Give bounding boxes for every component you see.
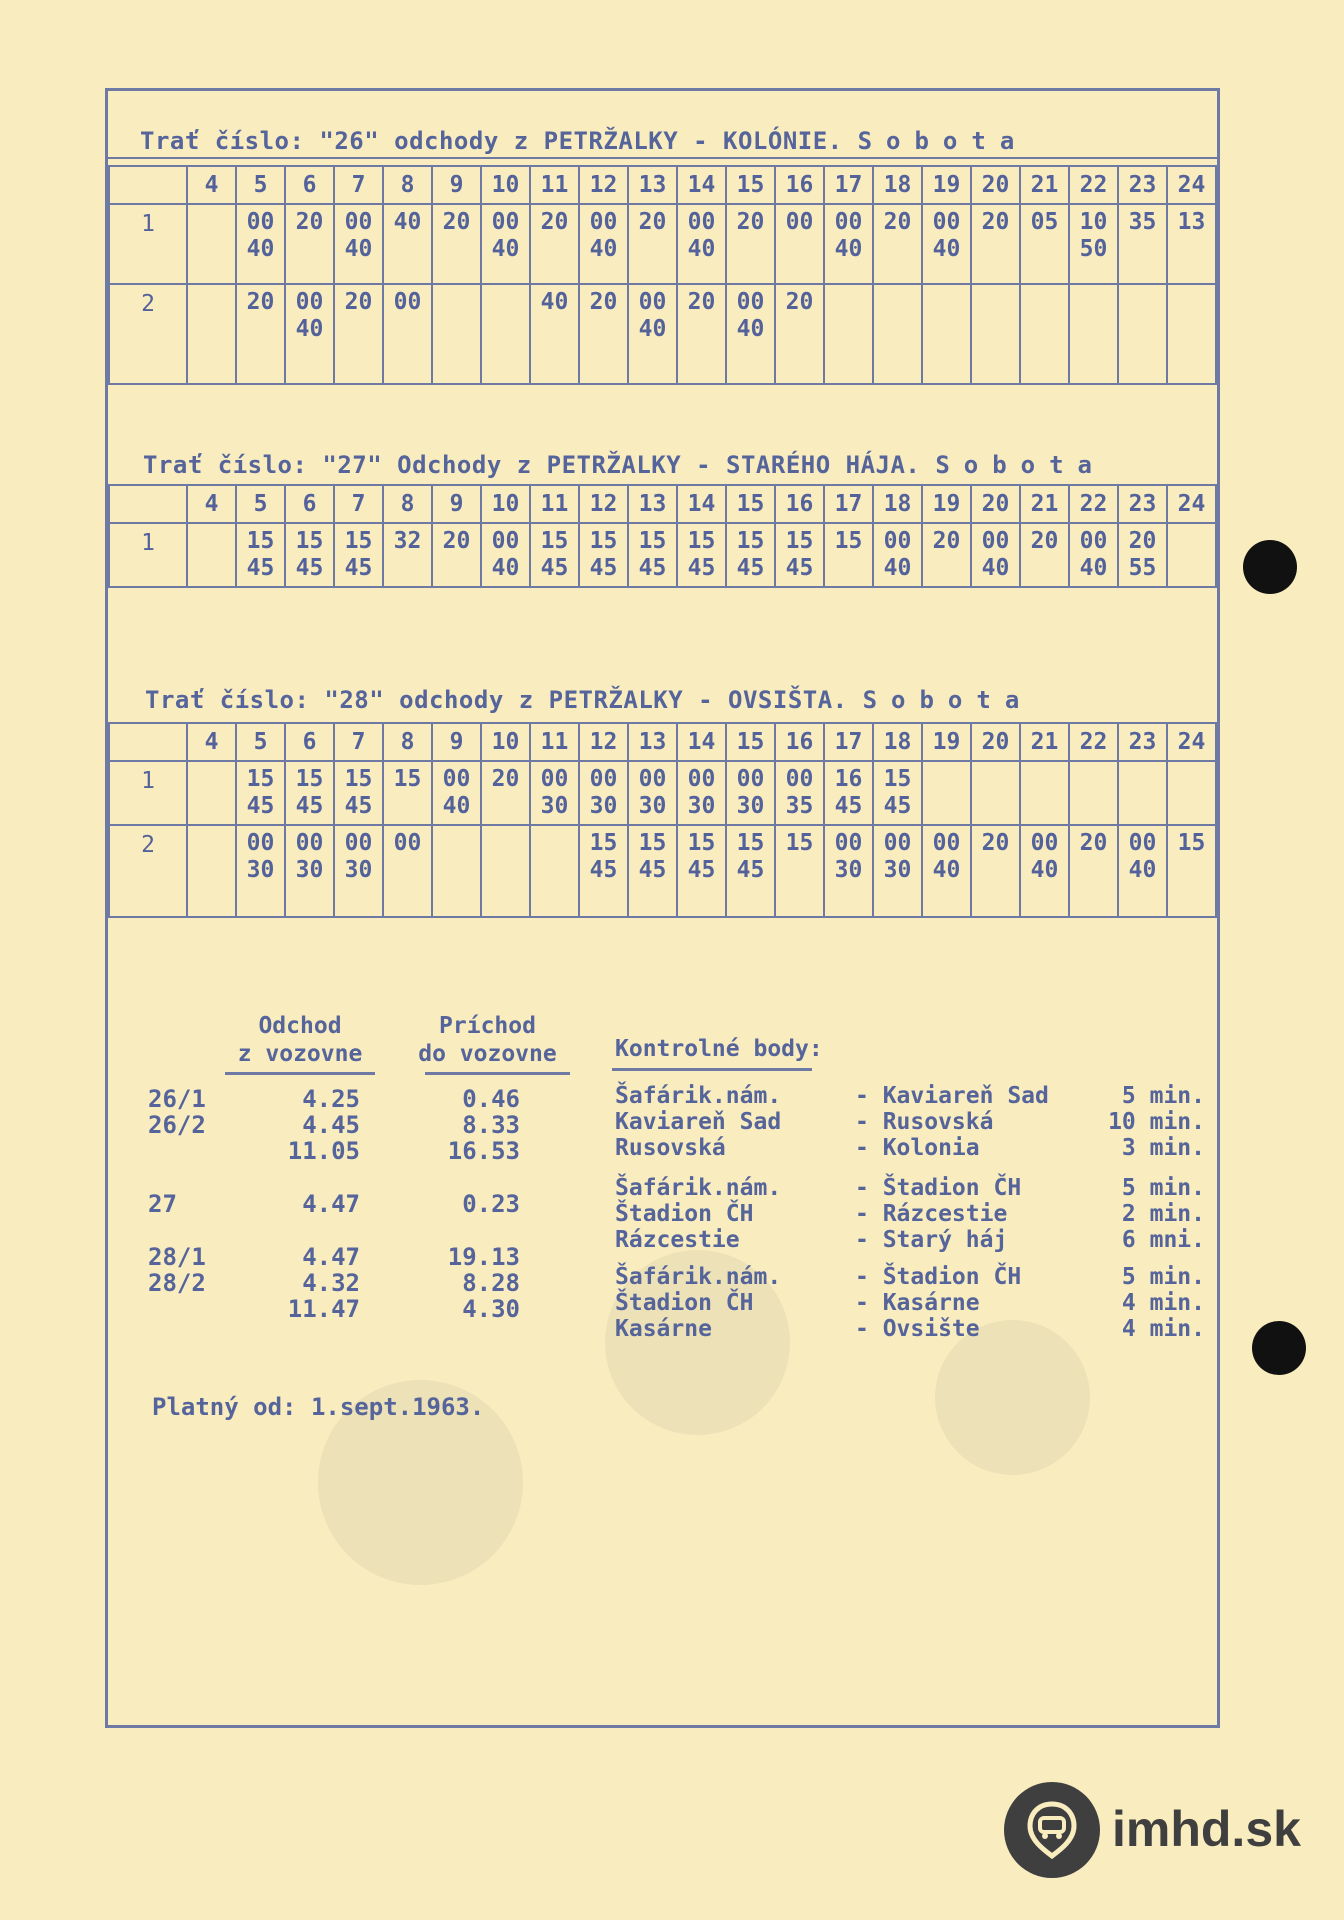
departure-cell: 20: [285, 204, 334, 284]
departure-cell: 15: [1167, 825, 1216, 917]
departure-cell: 20: [922, 523, 971, 587]
departure-cell: [873, 284, 922, 384]
departure-cell: 00 40: [922, 204, 971, 284]
hour-header: 24: [1167, 485, 1216, 523]
departure-cell: [1167, 761, 1216, 825]
checkpoint-to: - Rázcestie: [855, 1201, 1008, 1227]
bus-icon: [1004, 1782, 1100, 1878]
departure-cell: 20: [726, 204, 775, 284]
departure-cell: 20: [432, 204, 481, 284]
departure-cell: 00: [775, 204, 824, 284]
route-26-table: [108, 165, 1217, 385]
departure-time: 11.05: [287, 1137, 360, 1165]
hour-header: 19: [922, 485, 971, 523]
hour-header: 23: [1118, 485, 1167, 523]
arrival-time: 8.33: [462, 1111, 520, 1139]
checkpoint-from: Štadion ČH: [615, 1201, 754, 1227]
hour-header: 12: [579, 485, 628, 523]
departure-cell: [481, 825, 530, 917]
header-corner: [109, 723, 187, 761]
departure-cell: 20: [236, 284, 285, 384]
valid-from: Platný od: 1.sept.1963.: [152, 1393, 485, 1421]
departure-cell: 15 45: [236, 523, 285, 587]
checkpoint-to: - Štadion ČH: [855, 1264, 1022, 1290]
departure-cell: [1069, 761, 1118, 825]
hour-header: 6: [285, 166, 334, 204]
departure-cell: 35: [1118, 204, 1167, 284]
underline: [612, 1068, 812, 1071]
hour-header: 12: [579, 166, 628, 204]
hour-header: 8: [383, 485, 432, 523]
departure-cell: 05: [1020, 204, 1069, 284]
hour-header: 20: [971, 166, 1020, 204]
hour-header: 22: [1069, 723, 1118, 761]
arrival-time: 16.53: [447, 1137, 520, 1165]
hour-header: 13: [628, 485, 677, 523]
departure-cell: 15 45: [726, 825, 775, 917]
departure-cell: 15: [383, 761, 432, 825]
table-row: [109, 204, 1216, 284]
departure-cell: 15 45: [579, 523, 628, 587]
run-label: 28/2: [148, 1269, 206, 1297]
hour-header: 5: [236, 485, 285, 523]
hour-header: 9: [432, 166, 481, 204]
departure-cell: [187, 204, 236, 284]
hour-header: 5: [236, 166, 285, 204]
route-28-title: Trať číslo: "28" odchody z PETRŽALKY - OVSIŠTA. Sobota: [145, 686, 1034, 714]
departure-cell: 15 45: [334, 523, 383, 587]
departure-time: 11.47: [287, 1295, 360, 1323]
checkpoint-to: - Starý háj: [855, 1227, 1008, 1253]
checkpoint-from: Štadion ČH: [615, 1290, 754, 1316]
header-corner: [109, 166, 187, 204]
hour-header: 9: [432, 485, 481, 523]
departure-cell: 00 40: [1020, 825, 1069, 917]
departure-cell: 00 30: [530, 761, 579, 825]
departure-cell: 00 35: [775, 761, 824, 825]
hour-header: 6: [285, 723, 334, 761]
hour-header: 14: [677, 723, 726, 761]
hour-header: 16: [775, 723, 824, 761]
departure-cell: [824, 284, 873, 384]
run-label: 27: [148, 1190, 177, 1218]
departure-cell: [1118, 761, 1167, 825]
departure-cell: 20 55: [1118, 523, 1167, 587]
departure-cell: 00 30: [824, 825, 873, 917]
hour-header: 14: [677, 166, 726, 204]
hour-header: 20: [971, 723, 1020, 761]
hour-header: 16: [775, 166, 824, 204]
hour-header: 18: [873, 485, 922, 523]
table-row: [109, 523, 1216, 587]
departure-cell: 20: [628, 204, 677, 284]
departure-cell: 15 45: [677, 523, 726, 587]
departure-cell: 00 30: [236, 825, 285, 917]
departure-cell: 00 30: [873, 825, 922, 917]
departure-cell: [971, 284, 1020, 384]
checkpoint-time: 3 min.: [1121, 1135, 1205, 1161]
departure-cell: [922, 284, 971, 384]
departure-cell: [530, 825, 579, 917]
checkpoint-from: Rázcestie: [615, 1227, 740, 1253]
route-27-table: [108, 484, 1217, 588]
hour-header: 20: [971, 485, 1020, 523]
departure-cell: 00 30: [334, 825, 383, 917]
departure-cell: [971, 761, 1020, 825]
arrival-header: Príchod do vozovne: [418, 1013, 557, 1067]
hour-header: 7: [334, 485, 383, 523]
departure-cell: [1118, 284, 1167, 384]
hour-header: 22: [1069, 166, 1118, 204]
departure-cell: 00 40: [236, 204, 285, 284]
departure-cell: [1167, 523, 1216, 587]
departure-cell: 00 40: [481, 204, 530, 284]
departure-cell: 15 45: [530, 523, 579, 587]
departure-time: 4.25: [302, 1085, 360, 1113]
run-number: 1: [109, 204, 187, 284]
departure-cell: 00 40: [579, 204, 628, 284]
checkpoint-row: [0, 1175, 1210, 1203]
checkpoint-time: 5 min.: [1121, 1175, 1205, 1201]
hour-header: 18: [873, 166, 922, 204]
checkpoint-row: [0, 1135, 1210, 1163]
departure-cell: 00 40: [726, 284, 775, 384]
departure-cell: 20: [1020, 523, 1069, 587]
hour-header: 14: [677, 485, 726, 523]
checkpoint-time: 4 min.: [1121, 1316, 1205, 1342]
departure-cell: 20: [481, 761, 530, 825]
hour-header: 11: [530, 485, 579, 523]
hour-header: 12: [579, 723, 628, 761]
route-28-table: [108, 722, 1217, 918]
hour-header: 10: [481, 485, 530, 523]
departure-cell: 15 45: [334, 761, 383, 825]
departure-cell: 20: [432, 523, 481, 587]
hour-header: 24: [1167, 723, 1216, 761]
hour-header: 5: [236, 723, 285, 761]
departure-cell: 15 45: [285, 523, 334, 587]
departure-cell: 40: [383, 204, 432, 284]
departure-cell: 15 45: [236, 761, 285, 825]
checkpoint-from: Šafárik.nám.: [615, 1264, 782, 1290]
checkpoint-time: 4 min.: [1121, 1290, 1205, 1316]
departure-cell: 00 30: [628, 761, 677, 825]
departure-cell: 15: [824, 523, 873, 587]
hour-header: 17: [824, 166, 873, 204]
checkpoints-header: Kontrolné body:: [615, 1036, 823, 1062]
hour-header: 9: [432, 723, 481, 761]
departure-cell: 10 50: [1069, 204, 1118, 284]
hour-header: 21: [1020, 166, 1069, 204]
departure-cell: 00 40: [432, 761, 481, 825]
hour-header: 24: [1167, 166, 1216, 204]
departure-cell: 15 45: [579, 825, 628, 917]
departure-cell: [1020, 761, 1069, 825]
departure-cell: 40: [530, 284, 579, 384]
hour-header: 4: [187, 485, 236, 523]
hour-header: 16: [775, 485, 824, 523]
run-label: 28/1: [148, 1243, 206, 1271]
departure-cell: 00 30: [677, 761, 726, 825]
departure-cell: 20: [530, 204, 579, 284]
departure-cell: 32: [383, 523, 432, 587]
departure-cell: 00 40: [334, 204, 383, 284]
header-corner: [109, 485, 187, 523]
route-27-title: Trať číslo: "27" Odchody z PETRŽALKY - STARÉHO HÁJA. Sobota: [143, 451, 1107, 479]
departure-cell: 00: [383, 825, 432, 917]
hour-header: 6: [285, 485, 334, 523]
arrival-time: 0.46: [462, 1085, 520, 1113]
departure-cell: 15 45: [873, 761, 922, 825]
hour-header: 4: [187, 723, 236, 761]
hour-header: 19: [922, 723, 971, 761]
checkpoint-from: Kasárne: [615, 1316, 712, 1342]
hour-header: 21: [1020, 485, 1069, 523]
hour-header: 18: [873, 723, 922, 761]
departure-cell: 15 45: [726, 523, 775, 587]
departure-cell: 00 40: [1118, 825, 1167, 917]
departure-cell: 15 45: [775, 523, 824, 587]
departure-cell: 00 40: [285, 284, 334, 384]
departure-cell: [1020, 284, 1069, 384]
departure-cell: [187, 761, 236, 825]
checkpoint-to: - Štadion ČH: [855, 1175, 1022, 1201]
hour-header: 7: [334, 166, 383, 204]
checkpoint-to: - Kasárne: [855, 1290, 980, 1316]
checkpoint-from: Kaviareň Sad: [615, 1109, 782, 1135]
hour-header: 21: [1020, 723, 1069, 761]
checkpoint-time: 5 min.: [1121, 1264, 1205, 1290]
departure-cell: 20: [971, 204, 1020, 284]
checkpoint-from: Šafárik.nám.: [615, 1175, 782, 1201]
table-row: [109, 284, 1216, 384]
divider: [108, 157, 1217, 159]
checkpoint-row: [0, 1227, 1210, 1255]
run-label: 26/2: [148, 1111, 206, 1139]
hour-header: 8: [383, 723, 432, 761]
checkpoint-row: [0, 1109, 1210, 1137]
checkpoint-time: 2 min.: [1121, 1201, 1205, 1227]
departure-cell: 00 40: [824, 204, 873, 284]
run-label: 26/1: [148, 1085, 206, 1113]
departure-cell: 13: [1167, 204, 1216, 284]
departure-time: 4.45: [302, 1111, 360, 1139]
checkpoint-row: [0, 1316, 1210, 1344]
checkpoint-to: - Ovsište: [855, 1316, 980, 1342]
departure-cell: [922, 761, 971, 825]
hour-header: 23: [1118, 166, 1167, 204]
departure-cell: 00 40: [873, 523, 922, 587]
checkpoint-from: Rusovská: [615, 1135, 726, 1161]
departure-cell: 20: [775, 284, 824, 384]
route-26-title: Trať číslo: "26" odchody z PETRŽALKY - KOLÓNIE. Sobota: [140, 127, 1029, 155]
arrival-time: 8.28: [462, 1269, 520, 1297]
departure-cell: 00 40: [922, 825, 971, 917]
punch-hole: [1252, 1321, 1306, 1375]
hour-header: 4: [187, 166, 236, 204]
departure-cell: 00 30: [726, 761, 775, 825]
departure-cell: 00 30: [285, 825, 334, 917]
departure-time: 4.32: [302, 1269, 360, 1297]
departure-cell: [1069, 284, 1118, 384]
hour-header: 17: [824, 723, 873, 761]
punch-hole: [1243, 540, 1297, 594]
hour-header: 13: [628, 723, 677, 761]
departure-time: 4.47: [302, 1190, 360, 1218]
departure-cell: 15 45: [628, 825, 677, 917]
checkpoint-row: [0, 1264, 1210, 1292]
departure-cell: [187, 825, 236, 917]
departure-cell: 00 40: [1069, 523, 1118, 587]
departure-cell: 20: [579, 284, 628, 384]
departure-cell: 00 40: [481, 523, 530, 587]
run-number: 1: [109, 523, 187, 587]
hour-header: 10: [481, 166, 530, 204]
departure-cell: 15: [775, 825, 824, 917]
hour-header: 11: [530, 166, 579, 204]
departure-cell: 20: [873, 204, 922, 284]
hour-header: 15: [726, 485, 775, 523]
table-row: [109, 825, 1216, 917]
hour-header: 23: [1118, 723, 1167, 761]
checkpoint-to: - Kolonia: [855, 1135, 980, 1161]
departure-cell: [432, 284, 481, 384]
checkpoint-time: 6 mni.: [1121, 1227, 1205, 1253]
hour-header: 19: [922, 166, 971, 204]
departure-cell: 20: [334, 284, 383, 384]
departure-cell: 16 45: [824, 761, 873, 825]
checkpoint-row: [0, 1290, 1210, 1318]
hour-header: 22: [1069, 485, 1118, 523]
hour-header: 15: [726, 166, 775, 204]
hour-header: 11: [530, 723, 579, 761]
hour-header: 7: [334, 723, 383, 761]
departure-cell: 20: [971, 825, 1020, 917]
hour-header: 15: [726, 723, 775, 761]
checkpoint-row: [0, 1201, 1210, 1229]
departure-cell: [187, 284, 236, 384]
run-number: 1: [109, 761, 187, 825]
departure-cell: 15 45: [677, 825, 726, 917]
departure-cell: 00 40: [971, 523, 1020, 587]
arrival-time: 4.30: [462, 1295, 520, 1323]
departure-cell: 20: [677, 284, 726, 384]
departure-cell: 00 30: [579, 761, 628, 825]
checkpoint-to: - Rusovská: [855, 1109, 994, 1135]
checkpoint-from: Šafárik.nám.: [615, 1083, 782, 1109]
departure-cell: [481, 284, 530, 384]
checkpoint-time: 10 min.: [1108, 1109, 1205, 1135]
run-number: 2: [109, 284, 187, 384]
departure-cell: 15 45: [285, 761, 334, 825]
departure-cell: 15 45: [628, 523, 677, 587]
arrival-time: 19.13: [447, 1243, 520, 1271]
hour-header: 8: [383, 166, 432, 204]
departure-cell: 00 40: [628, 284, 677, 384]
departure-header: Odchod z vozovne: [237, 1013, 363, 1067]
hour-header: 17: [824, 485, 873, 523]
checkpoint-row: [0, 1083, 1210, 1111]
logo-text: imhd.sk: [1112, 1801, 1301, 1857]
hour-header: 10: [481, 723, 530, 761]
underline: [225, 1072, 375, 1075]
arrival-time: 0.23: [462, 1190, 520, 1218]
departure-cell: 00 40: [677, 204, 726, 284]
departure-cell: 20: [1069, 825, 1118, 917]
departure-cell: 00: [383, 284, 432, 384]
checkpoint-to: - Kaviareň Sad: [855, 1083, 1049, 1109]
underline: [425, 1072, 570, 1075]
departure-cell: [432, 825, 481, 917]
departure-cell: [1167, 284, 1216, 384]
checkpoint-time: 5 min.: [1121, 1083, 1205, 1109]
table-row: [109, 761, 1216, 825]
departure-time: 4.47: [302, 1243, 360, 1271]
departure-cell: [187, 523, 236, 587]
hour-header: 13: [628, 166, 677, 204]
imhd-logo: [1004, 1782, 1304, 1878]
run-number: 2: [109, 825, 187, 917]
